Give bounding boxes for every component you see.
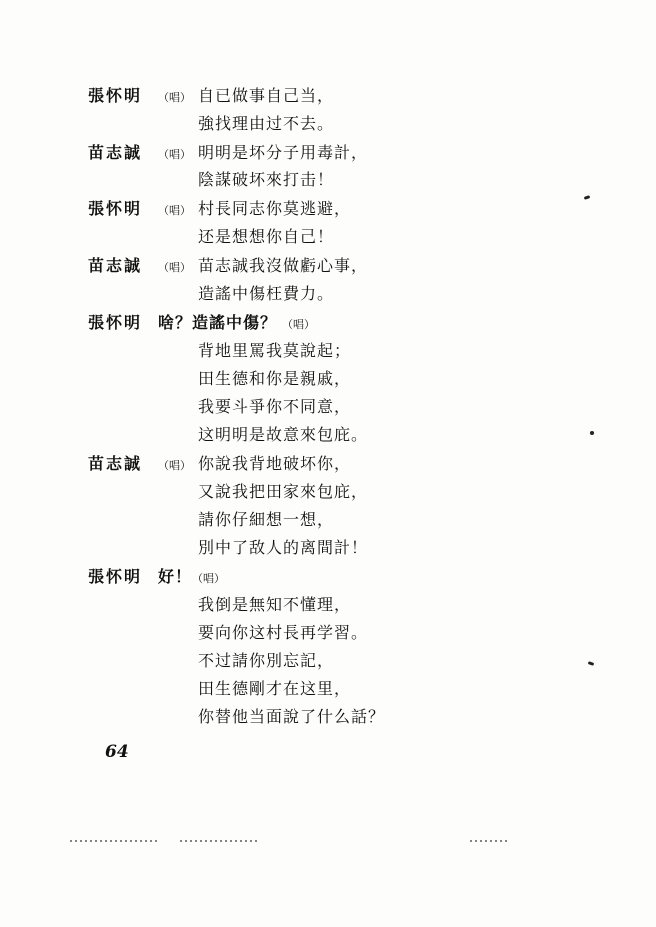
- scan-speck: [588, 661, 595, 666]
- verse-line: 強找理由过不去。: [198, 114, 335, 133]
- verse-line: 造謠中傷枉費力。: [198, 284, 335, 303]
- verse-line: 不过請你別忘記，: [198, 651, 335, 670]
- verse-line: 自已做事自己当，: [198, 86, 335, 105]
- verse-line: 要向你这村長再学習。: [198, 623, 369, 642]
- verse-line: 我倒是無知不懂理，: [198, 595, 352, 614]
- stage-direction: （唱）: [282, 318, 315, 331]
- verse-line: 你替他当面說了什么話？: [198, 707, 386, 726]
- speaker-name: 苗志誠: [88, 454, 143, 473]
- verse-line: 你說我背地破坏你，: [198, 454, 352, 473]
- verse-line: 又說我把田家來包庇，: [198, 482, 369, 501]
- verse-line: 田生德和你是親戚，: [198, 369, 352, 388]
- verse-line: 我要斗爭你不同意，: [198, 397, 352, 416]
- stage-direction: （唱）: [158, 91, 191, 104]
- page-number: 64: [105, 742, 129, 762]
- verse-line: 別中了敌人的离間計！: [198, 538, 369, 557]
- scan-noise: [470, 840, 510, 842]
- verse-line: 苗志誠我沒做虧心事，: [198, 256, 369, 275]
- verse-line: 田生德剛才在这里，: [198, 679, 352, 698]
- spoken-line: 好！: [158, 567, 193, 586]
- speaker-name: 苗志誠: [88, 143, 143, 162]
- verse-line: 陰謀破坏來打击！: [198, 170, 335, 189]
- stage-direction: （唱）: [158, 204, 191, 217]
- verse-line: 村長同志你莫逃避，: [198, 199, 352, 218]
- verse-line: 还是想想你自己！: [198, 227, 335, 246]
- spoken-line: 啥？造謠中傷？: [158, 313, 278, 332]
- stage-direction: （唱）: [158, 148, 191, 161]
- stage-direction: （唱）: [192, 572, 225, 585]
- speaker-name: 張怀明: [88, 86, 143, 105]
- speaker-name: 張怀明: [88, 567, 143, 586]
- verse-line: 明明是坏分子用毒計，: [198, 143, 369, 162]
- speaker-name: 張怀明: [88, 199, 143, 218]
- stage-direction: （唱）: [158, 459, 191, 472]
- stage-direction: （唱）: [158, 261, 191, 274]
- scan-noise: [180, 840, 260, 842]
- verse-line: 这明明是故意來包庇。: [198, 425, 369, 444]
- scan-noise: [70, 840, 160, 842]
- speaker-name: 苗志誠: [88, 256, 143, 275]
- scan-speck: [590, 431, 594, 435]
- scan-speck: [584, 195, 591, 200]
- verse-line: 背地里罵我莫說起；: [198, 341, 352, 360]
- verse-line: 請你仔細想一想，: [198, 510, 335, 529]
- speaker-name: 張怀明: [88, 313, 143, 332]
